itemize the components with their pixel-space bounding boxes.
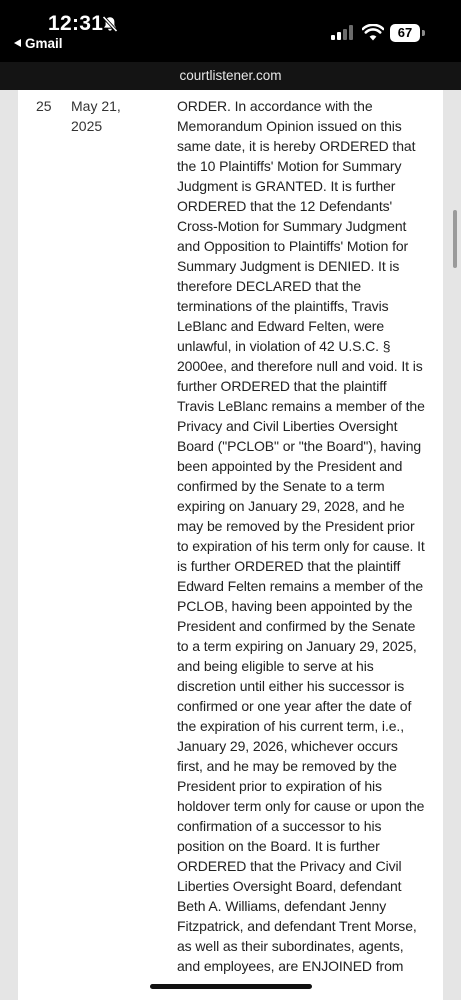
home-indicator[interactable] bbox=[150, 984, 312, 989]
entry-number: 25 bbox=[36, 98, 52, 114]
entry-description: ORDER. In accordance with the Memorandum Opinion issued on this same date, it is hereby ORDERED that the 10 Plaintiffs' Motion for Summary Judgment is GRANTED. It is further ORDERED that the 12 Defendants' Cross-Motion for Summary Judgment and Opposition to Plaintiffs' Motion for Summary Judgment is DENIED. It is therefore DECLARED that the terminations of the plaintiffs, Travis LeBlanc and Edward Felten, were unlawful, in violation of 42 U.S.C. § 2000ee, and therefore null and void. It is further ORDERED that the plaintiff Travis LeBlanc remains a member of the Privacy and Civil Liberties Oversight Board ("PCLOB" or "the Board"), having been appointed by the President and confirmed by the Senate to a term expiring on January 29, 2028, and he may be removed by the President prior to expiration of his term only for cause. It is further ORDERED that the plaintiff Edward Felten remains a member of the PCLOB, having been appointed by the President and confirmed by the Senate to a term expiring on January 29, 2025, and being eligible to serve at his discretion until either his successor is confirmed or one year after the date of the expiration of his current term, i.e., January 29, 2026, whichever occurs first, and he may be removed by the President prior to expiration of his holdover term only for cause or upon the confirmation of a successor to his position on the Board. It is further ORDERED that the Privacy and Civil Liberties Oversight Board, defendant Beth A. Williams, defendant Jenny Fitzpatrick, and defendant Trent Morse, as well as their subordinates, agents, and employees, are ENJOINED from bbox=[177, 98, 425, 974]
cellular-signal-icon bbox=[331, 25, 355, 41]
battery-level: 67 bbox=[390, 24, 420, 42]
bell-slash-icon bbox=[101, 15, 119, 33]
entry-date: May 21, 2025 bbox=[71, 98, 121, 134]
battery-tip bbox=[422, 30, 425, 36]
back-app-label: Gmail bbox=[25, 36, 63, 51]
status-time: 12:31 bbox=[48, 12, 104, 35]
status-bar bbox=[0, 0, 461, 62]
battery-indicator bbox=[390, 24, 426, 42]
url-text: courtlistener.com bbox=[179, 68, 282, 83]
wifi-icon bbox=[362, 24, 384, 41]
browser-url-bar[interactable] bbox=[0, 62, 461, 90]
back-arrow-icon bbox=[14, 39, 21, 47]
back-to-app-button[interactable] bbox=[14, 36, 63, 51]
scrollbar[interactable] bbox=[453, 210, 457, 268]
page-content[interactable] bbox=[0, 90, 461, 1000]
